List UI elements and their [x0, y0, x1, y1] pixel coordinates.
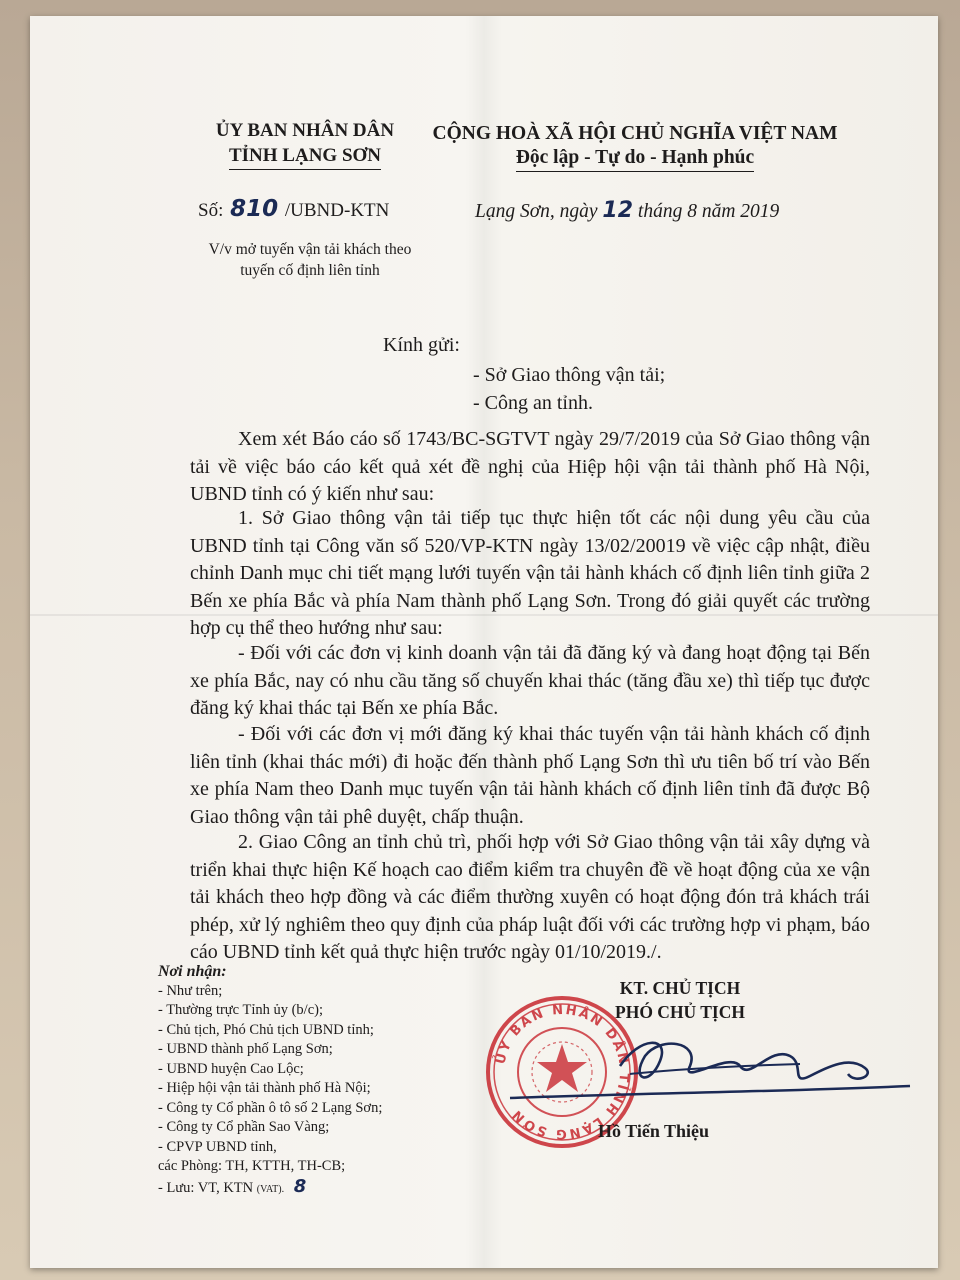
date-suffix: tháng 8 năm 2019: [637, 201, 780, 222]
salutation-label: Kính gửi:: [383, 334, 460, 356]
recipient-item: - Công ty Cổ phần Sao Vàng;: [158, 1119, 330, 1135]
paragraph-item2: 2. Giao Công an tỉnh chủ trì, phối hợp với Sở Giao thông vận tải xây dựng và triển khai thực hiện Kế hoạch cao điểm kiểm tra chuyên đề về hoạt động của xe vận tải khách theo hợp đồng và các điểm thường xuyên có hoạt động đón trả khách trái phép, xử lý nghiêm theo quy định của pháp luật đối với các trường hợp vi phạm, báo cáo UBND tỉnh kết quả thực hiện trước ngày 01/10/2019./.: [190, 831, 870, 963]
document-number: [198, 196, 389, 222]
archive-note: (VAT).: [256, 1183, 285, 1195]
national-header: [425, 122, 845, 172]
recipient-item: - UBND thành phố Lạng Sơn;: [158, 1041, 333, 1057]
document-page: [30, 16, 938, 1268]
recipient-item: - UBND huyện Cao Lộc;: [158, 1060, 304, 1077]
number-prefix: Số:: [198, 200, 224, 221]
subject-line2: tuyến cố định liên tỉnh: [240, 262, 380, 279]
subject-line1: V/v mở tuyến vận tải khách theo: [208, 241, 412, 258]
date-day: 12: [602, 198, 634, 223]
recipient-item: - Công ty Cổ phần ô tô số 2 Lạng Sơn;: [158, 1099, 383, 1116]
role-line1: KT. CHỦ TỊCH: [619, 978, 741, 998]
recipient-item-archive: [158, 1177, 382, 1200]
recipient-item: - Như trên;: [158, 982, 223, 999]
paragraph-intro: Xem xét Báo cáo số 1743/BC-SGTVT ngày 29/7/2019 của Sở Giao thông vận tải về việc báo cáo kết quả xét đề nghị của Hiệp hội vận tải thành phố Hà Nội, UBND tỉnh có ý kiến như sau:: [190, 428, 870, 505]
recipient-item: - Hiệp hội vận tải thành phố Hà Nội;: [158, 1080, 371, 1096]
seal-text: ỦY BAN NHÂN DÂN TỈNH LẠNG SƠN: [493, 1002, 632, 1142]
recipient-item: - Thường trực Tỉnh ủy (b/c);: [158, 1002, 324, 1018]
archive-label: - Lưu: VT, KTN: [158, 1179, 254, 1196]
signer-name: Hồ Tiến Thiệu: [598, 1121, 710, 1141]
recipient-dot-gtvt: - Sở Giao thông vận tải;: [473, 364, 666, 386]
number-suffix: /UBND-KTN: [284, 200, 390, 221]
recipients-title: Nơi nhận:: [158, 963, 227, 980]
subject-block: [150, 239, 470, 281]
agency-line2: TỈNH LẠNG SƠN: [229, 143, 381, 170]
agency-line1: ỦY BAN NHÂN DÂN: [215, 120, 395, 141]
number-value: 810: [230, 196, 279, 222]
recipient-item: các Phòng: TH, KTTH, TH-CB;: [158, 1158, 346, 1174]
role-line2: PHÓ CHỦ TỊCH: [615, 1002, 745, 1022]
handwritten-signature: [470, 1026, 930, 1116]
country-name: CỘNG HOÀ XÃ HỘI CHỦ NGHĨA VIỆT NAM: [432, 123, 838, 144]
paragraph-item1-a: - Đối với các đơn vị kinh doanh vận tải đã đăng ký và đang hoạt động tại Bến xe phía Bắc, nay có nhu cầu tăng số chuyến khai thác (tăng đầu xe) thì tiếp tục được đăng ký khai thác tại Bến xe phía Bắc.: [190, 642, 870, 719]
national-motto: Độc lập - Tự do - Hạnh phúc: [516, 146, 754, 172]
date-line: [475, 198, 779, 223]
recipient-item: - CPVP UBND tỉnh,: [158, 1138, 277, 1155]
recipient-item: - Chủ tịch, Phó Chủ tịch UBND tỉnh;: [158, 1021, 374, 1038]
paragraph-item1: 1. Sở Giao thông vận tải tiếp tục thực hiện tốt các nội dung yêu cầu của UBND tỉnh tại Công văn số 520/VP-KTN ngày 13/02/20019 về việc cập nhật, điều chỉnh Danh mục chi tiết mạng lưới tuyến vận tải hành khách cố định liên tỉnh giữa 2 Bến xe phía Bắc và phía Nam thành phố Lạng Sơn. Trong đó giải quyết các trường hợp cụ thể theo hướng như sau:: [190, 507, 870, 639]
recipient-cong-an: - Công an tỉnh.: [473, 391, 593, 414]
paragraph-item1-b: - Đối với các đơn vị mới đăng ký khai thác tuyến vận tải hành khách cố định liên tỉnh (khai thác mới) đi hoặc đến thành phố Lạng Sơn thì ưu tiên bố trí vào Bến xe phía Nam theo Danh mục tuyến vận tải hành khách cố định liên tỉnh đã được Bộ Giao thông vận tải phê duyệt, chấp thuận.: [190, 723, 870, 828]
archive-count: 8: [293, 1175, 307, 1197]
agency-header: [180, 118, 430, 170]
date-prefix: Lạng Sơn, ngày: [475, 201, 598, 222]
recipients-list: [158, 962, 382, 1199]
salutation-recipients: [473, 362, 665, 417]
